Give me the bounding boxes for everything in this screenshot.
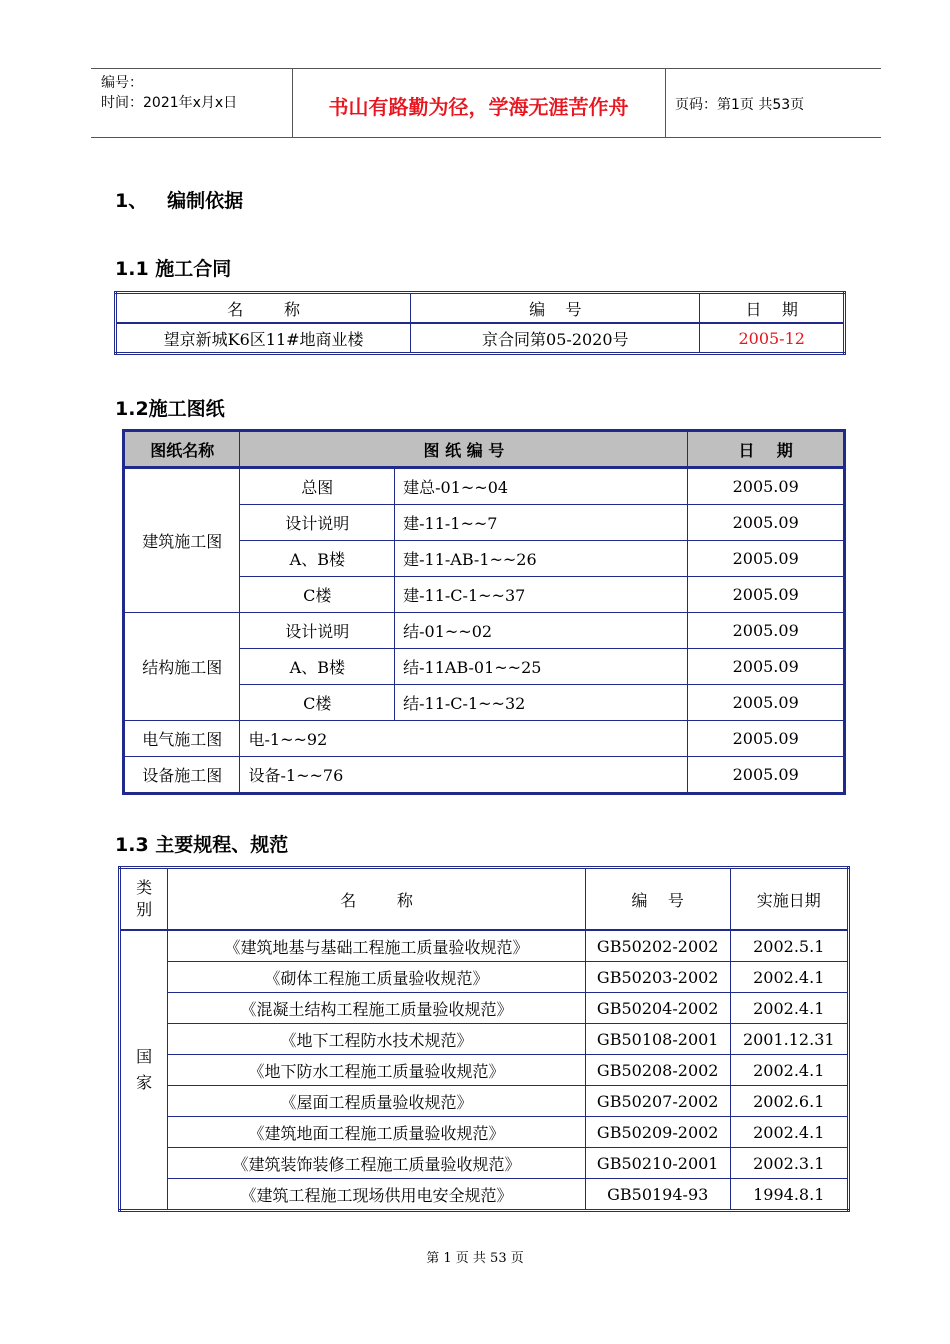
standard-name: 《建筑地面工程施工质量验收规范》 — [168, 1117, 586, 1148]
header-page-info: 页码：第1页 共53页 — [675, 97, 805, 113]
table-header-row — [120, 868, 849, 931]
col-header: 编 号 — [585, 868, 730, 931]
table-row — [124, 468, 845, 505]
section-title: 1、 编制依据 — [115, 190, 244, 212]
table-header-row — [124, 431, 845, 468]
drawing-item: C楼 — [240, 577, 395, 613]
standard-code: GB50208-2002 — [585, 1055, 730, 1086]
drawing-code: 电-1~~92 — [240, 721, 688, 757]
drawing-code: 设备-1~~76 — [240, 757, 688, 794]
drawing-code: 结-01~~02 — [395, 613, 688, 649]
standard-name: 《混凝土结构工程施工质量验收规范》 — [168, 993, 586, 1024]
standard-name: 《建筑地基与基础工程施工质量验收规范》 — [168, 930, 586, 962]
table-row — [120, 1179, 849, 1211]
contract-date: 2005-12 — [700, 323, 845, 354]
standard-date: 2002.4.1 — [730, 1055, 849, 1086]
standard-date: 2002.4.1 — [730, 993, 849, 1024]
table-row — [120, 1086, 849, 1117]
standard-code: GB50210-2001 — [585, 1148, 730, 1179]
page-header — [91, 68, 881, 138]
drawing-category: 设备施工图 — [124, 757, 240, 794]
standard-date: 2002.3.1 — [730, 1148, 849, 1179]
drawing-code: 建-11-1~~7 — [395, 505, 688, 541]
standard-code: GB50202-2002 — [585, 930, 730, 962]
table-row — [120, 962, 849, 993]
table-row — [120, 1117, 849, 1148]
standard-date: 2002.6.1 — [730, 1086, 849, 1117]
table-row — [120, 993, 849, 1024]
standard-date: 2001.12.31 — [730, 1024, 849, 1055]
category-text: 国家 — [136, 1047, 153, 1092]
standard-name: 《屋面工程质量验收规范》 — [168, 1086, 586, 1117]
standard-code: GB50207-2002 — [585, 1086, 730, 1117]
standard-date: 2002.4.1 — [730, 962, 849, 993]
drawing-code: 建-11-C-1~~37 — [395, 577, 688, 613]
drawing-item: 设计说明 — [240, 505, 395, 541]
section-title: 1.1 施工合同 — [115, 258, 232, 280]
col-header: 图纸名称 — [124, 431, 240, 468]
drawing-item: A、B楼 — [240, 541, 395, 577]
col-header: 图 纸 编 号 — [240, 431, 688, 468]
standard-name: 《砌体工程施工质量验收规范》 — [168, 962, 586, 993]
col-header: 名 称 — [116, 293, 411, 324]
standard-code: GB50209-2002 — [585, 1117, 730, 1148]
drawing-date: 2005.09 — [688, 541, 845, 577]
table-row — [124, 613, 845, 649]
col-header — [120, 868, 168, 931]
category-header-text: 类别 — [136, 878, 153, 919]
drawing-date: 2005.09 — [688, 757, 845, 794]
contract-number: 京合同第05-2020号 — [411, 323, 700, 354]
drawing-item: A、B楼 — [240, 649, 395, 685]
standard-code: GB50194-93 — [585, 1179, 730, 1211]
header-meta — [101, 73, 237, 113]
drawing-category: 建筑施工图 — [124, 468, 240, 613]
drawing-date: 2005.09 — [688, 685, 845, 721]
section-title: 1.3 主要规程、规范 — [115, 834, 289, 856]
table-row — [116, 323, 845, 354]
drawing-date: 2005.09 — [688, 468, 845, 505]
drawing-item: C楼 — [240, 685, 395, 721]
page-footer: 第 1 页 共 53 页 — [426, 1251, 524, 1266]
standards-table — [118, 866, 850, 1212]
standard-code: GB50204-2002 — [585, 993, 730, 1024]
contract-table — [114, 291, 846, 355]
drawing-code: 结-11-C-1~~32 — [395, 685, 688, 721]
drawing-date: 2005.09 — [688, 577, 845, 613]
standard-category — [120, 930, 168, 1211]
number-label: 编号： — [101, 75, 143, 91]
table-row — [120, 1148, 849, 1179]
col-header: 日 期 — [700, 293, 845, 324]
drawing-category: 电气施工图 — [124, 721, 240, 757]
standard-code: GB50108-2001 — [585, 1024, 730, 1055]
drawing-item: 设计说明 — [240, 613, 395, 649]
col-header: 名 称 — [168, 868, 586, 931]
table-header-row — [116, 293, 845, 324]
drawing-code: 结-11AB-01~~25 — [395, 649, 688, 685]
drawing-date: 2005.09 — [688, 505, 845, 541]
col-header: 实施日期 — [730, 868, 849, 931]
standard-name: 《建筑装饰装修工程施工质量验收规范》 — [168, 1148, 586, 1179]
contract-name: 望京新城K6区11#地商业楼 — [116, 323, 411, 354]
standard-name: 《地下工程防水技术规范》 — [168, 1024, 586, 1055]
drawing-code: 建-11-AB-1~~26 — [395, 541, 688, 577]
col-header: 日 期 — [688, 431, 845, 468]
table-row — [120, 1024, 849, 1055]
drawing-date: 2005.09 — [688, 613, 845, 649]
table-row — [124, 757, 845, 794]
section-title: 1.2施工图纸 — [115, 398, 225, 420]
drawing-code: 建总-01~~04 — [395, 468, 688, 505]
table-row — [120, 930, 849, 962]
header-motto: 书山有路勤为径，学海无涯苦作舟 — [328, 95, 629, 119]
header-divider — [665, 69, 666, 137]
standard-date: 2002.4.1 — [730, 1117, 849, 1148]
standard-date: 1994.8.1 — [730, 1179, 849, 1211]
drawing-date: 2005.09 — [688, 649, 845, 685]
drawing-date: 2005.09 — [688, 721, 845, 757]
drawings-table — [122, 429, 846, 795]
table-row — [120, 1055, 849, 1086]
time-label: 时间：2021年x月x日 — [101, 95, 238, 111]
table-row — [124, 721, 845, 757]
col-header: 编 号 — [411, 293, 700, 324]
standard-code: GB50203-2002 — [585, 962, 730, 993]
standard-name: 《地下防水工程施工质量验收规范》 — [168, 1055, 586, 1086]
standard-date: 2002.5.1 — [730, 930, 849, 962]
drawing-category: 结构施工图 — [124, 613, 240, 721]
drawing-item: 总图 — [240, 468, 395, 505]
standard-name: 《建筑工程施工现场供用电安全规范》 — [168, 1179, 586, 1211]
